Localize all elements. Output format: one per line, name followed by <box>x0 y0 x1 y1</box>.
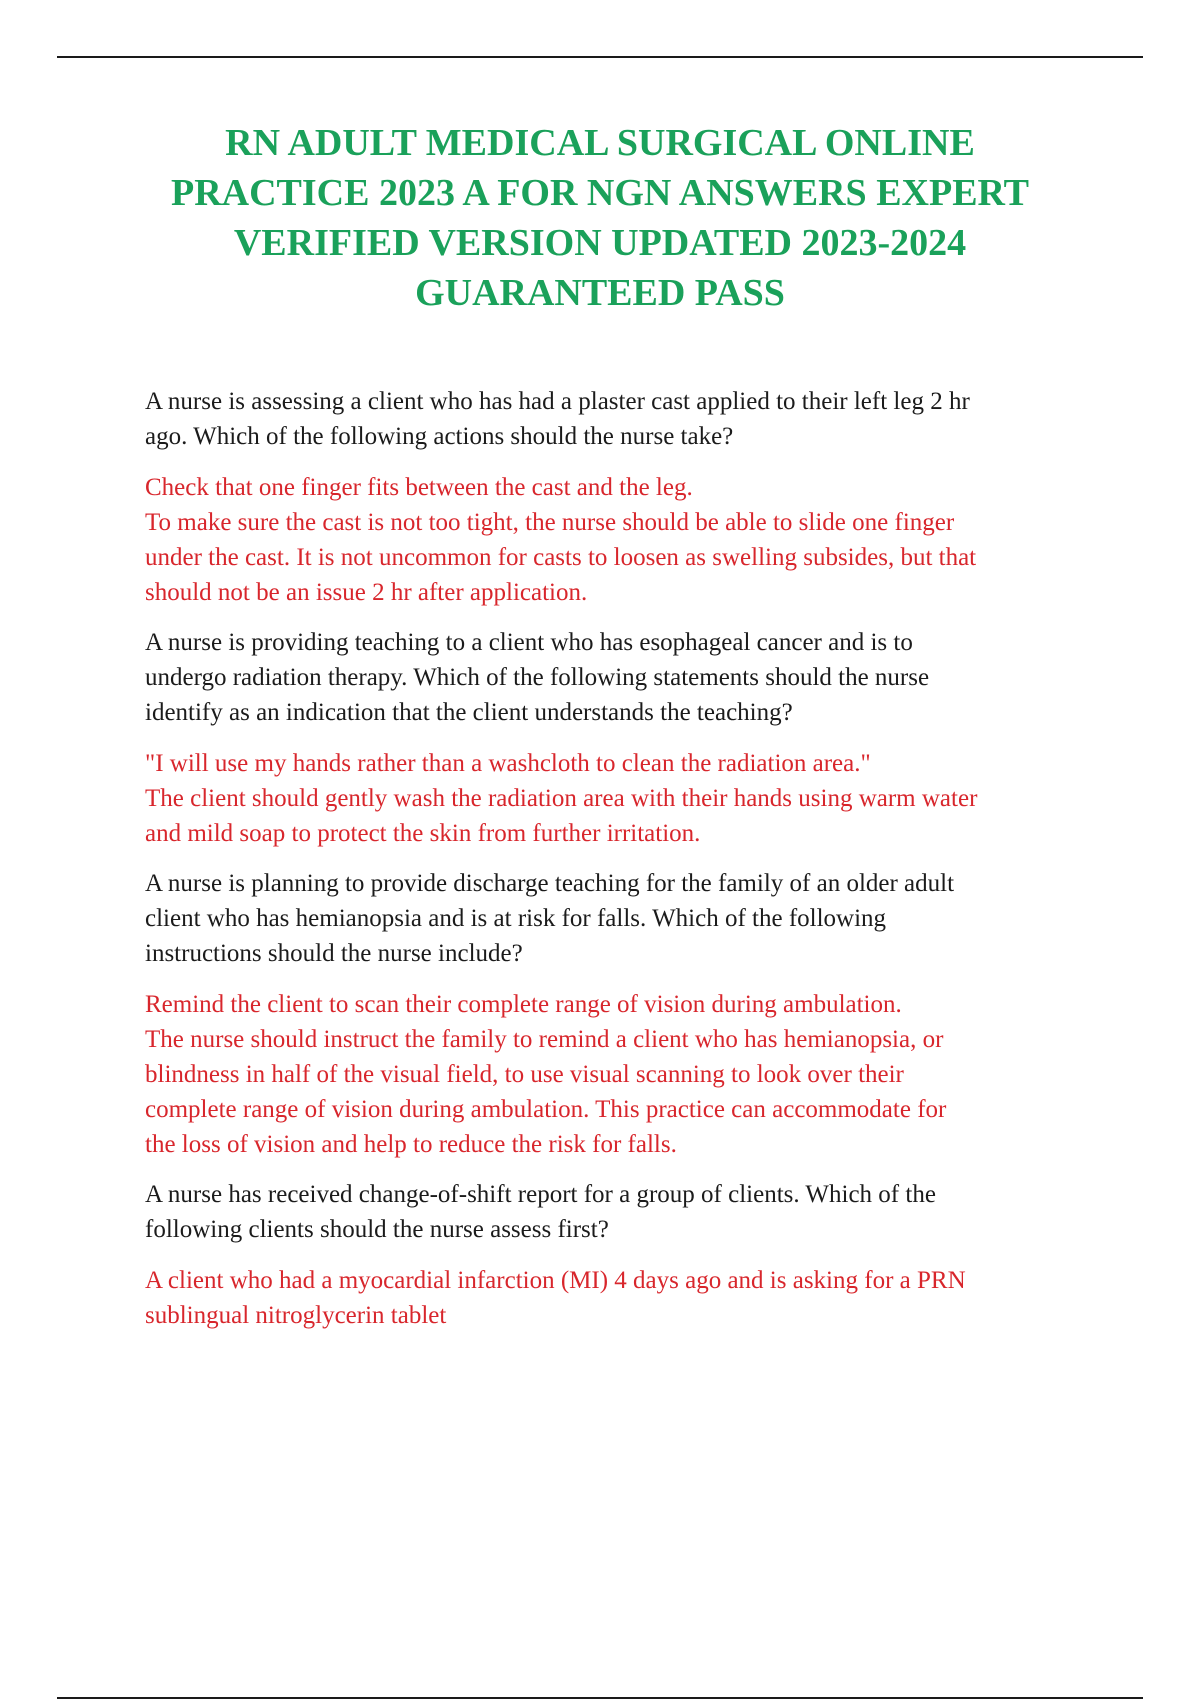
title-line: GUARANTEED PASS <box>415 272 785 314</box>
question-line: A nurse is assessing a client who has had a plaster cast applied to their left leg 2 hr <box>145 388 970 415</box>
answer-line: Remind the client to scan their complete range of vision during ambulation. <box>145 991 902 1018</box>
answer-3 <box>145 987 1095 1162</box>
top-divider <box>57 56 1143 58</box>
answer-line: the loss of vision and help to reduce the risk for falls. <box>145 1131 677 1158</box>
answer-line: blindness in half of the visual field, to use visual scanning to look over their <box>145 1061 904 1088</box>
answer-2 <box>145 746 1095 851</box>
answer-line: "I will use my hands rather than a washcloth to clean the radiation area." <box>145 750 871 777</box>
question-2 <box>145 625 1095 730</box>
question-line: following clients should the nurse assess first? <box>145 1216 609 1243</box>
answer-line: under the cast. It is not uncommon for casts to loosen as swelling subsides, but that <box>145 544 977 571</box>
question-line: instructions should the nurse include? <box>145 940 523 967</box>
answer-4 <box>145 1263 1095 1333</box>
answer-1 <box>145 470 1095 610</box>
answer-line: and mild soap to protect the skin from further irritation. <box>145 820 701 847</box>
title-line: VERIFIED VERSION UPDATED 2023-2024 <box>233 222 967 264</box>
qa-content <box>145 384 1095 1333</box>
question-line: identify as an indication that the client understands the teaching? <box>145 699 793 726</box>
question-3 <box>145 866 1095 971</box>
title-line: RN ADULT MEDICAL SURGICAL ONLINE <box>225 122 975 164</box>
answer-line: The client should gently wash the radiation area with their hands using warm water <box>145 785 978 812</box>
question-line: undergo radiation therapy. Which of the following statements should the nurse <box>145 664 930 691</box>
bottom-divider <box>57 1697 1143 1699</box>
answer-line: The nurse should instruct the family to remind a client who has hemianopsia, or <box>145 1026 944 1053</box>
answer-line: complete range of vision during ambulation. This practice can accommodate for <box>145 1096 947 1123</box>
answer-line: should not be an issue 2 hr after application. <box>145 579 588 606</box>
question-line: ago. Which of the following actions should the nurse take? <box>145 423 734 450</box>
answer-line: To make sure the cast is not too tight, the nurse should be able to slide one finger <box>145 509 955 536</box>
answer-line: Check that one finger fits between the cast and the leg. <box>145 474 693 501</box>
question-line: A nurse has received change-of-shift report for a group of clients. Which of the <box>145 1181 936 1208</box>
question-1 <box>145 384 1095 454</box>
question-line: A nurse is providing teaching to a client who has esophageal cancer and is to <box>145 629 913 656</box>
question-4 <box>145 1177 1095 1247</box>
answer-line: A client who had a myocardial infarction (MI) 4 days ago and is asking for a PRN <box>145 1267 966 1294</box>
question-line: client who has hemianopsia and is at risk for falls. Which of the following <box>145 905 887 932</box>
answer-line: sublingual nitroglycerin tablet <box>145 1302 447 1329</box>
question-line: A nurse is planning to provide discharge teaching for the family of an older adult <box>145 870 955 897</box>
document-title <box>100 118 1100 318</box>
title-line: PRACTICE 2023 A FOR NGN ANSWERS EXPERT <box>170 172 1029 214</box>
